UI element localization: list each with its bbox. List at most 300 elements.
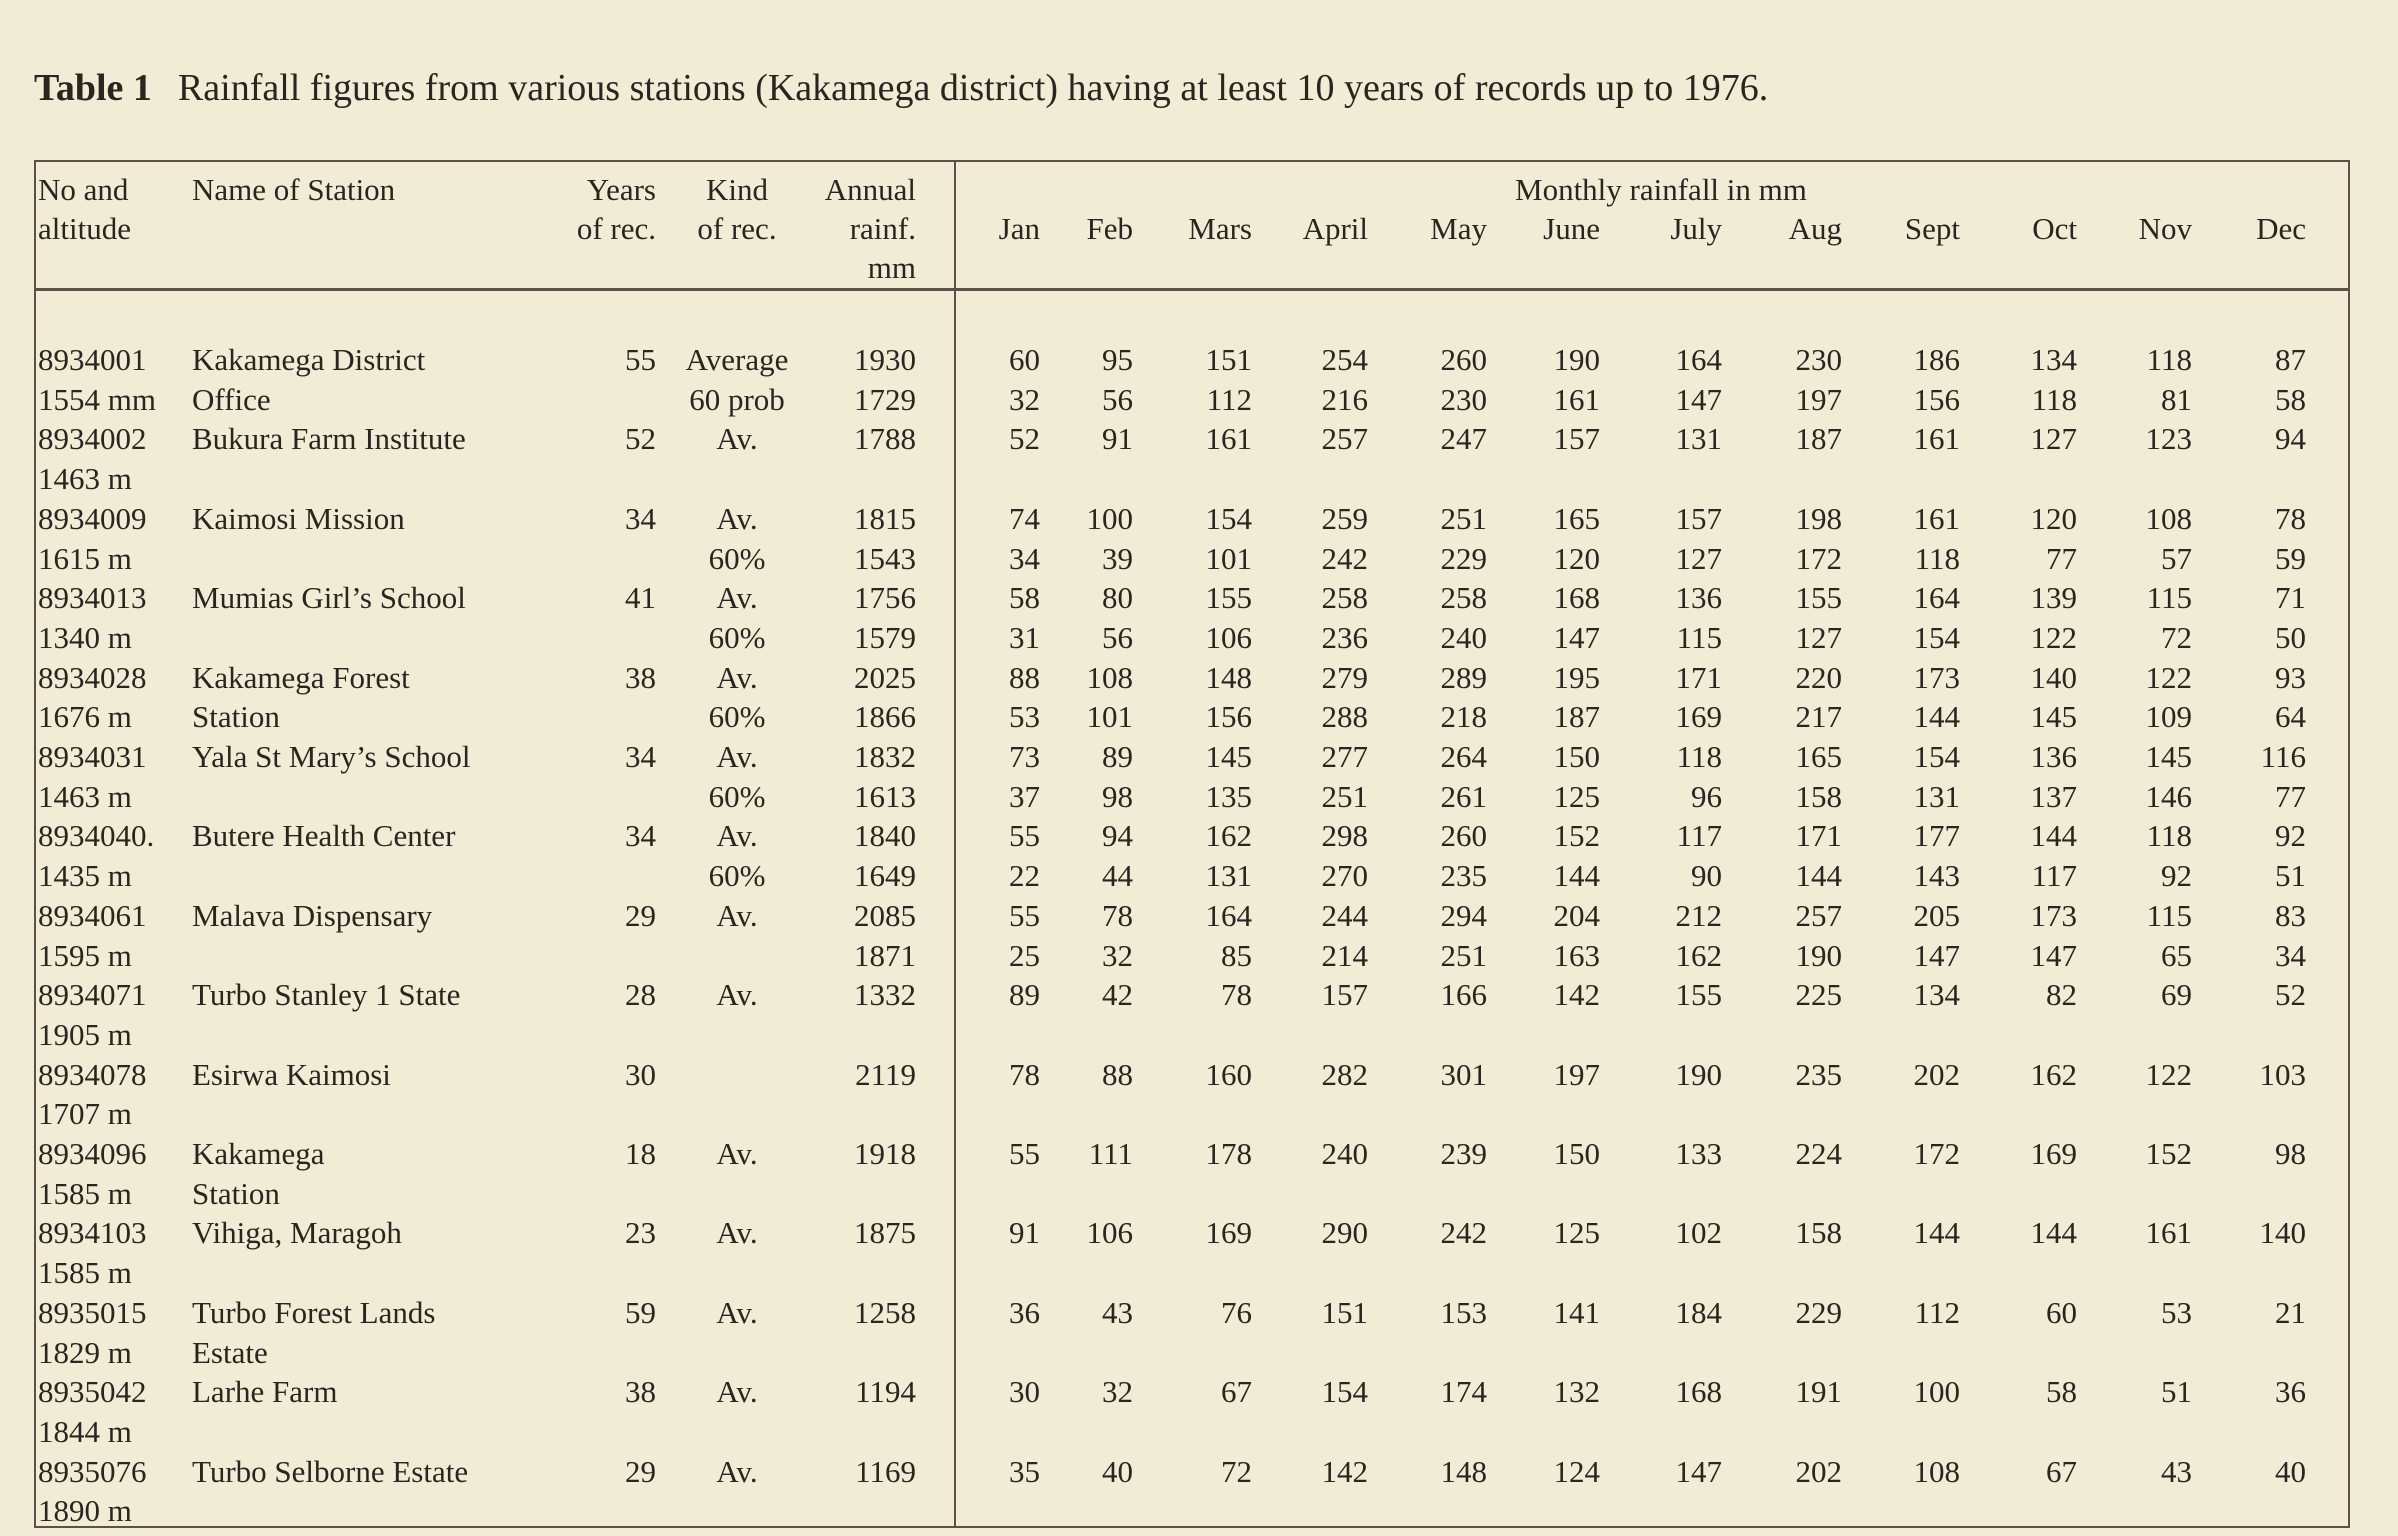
cell-month: 190 <box>1553 342 1600 377</box>
cell-month: 242 <box>1440 1215 1487 1251</box>
cell-month: 125 <box>1553 778 1600 814</box>
cell-month: 100 <box>1913 1374 1960 1410</box>
cell-kind: 60% <box>708 540 766 576</box>
cell-month: 259 <box>1321 500 1368 536</box>
cell-month: 230 <box>1440 381 1487 417</box>
cell-no-altitude: 8934103 <box>38 1215 147 1251</box>
cell-month: 270 <box>1321 858 1368 894</box>
cell-station: Turbo Forest Lands <box>192 1294 436 1330</box>
cell-no-altitude: 8934009 <box>38 500 147 536</box>
cell-month: 32 <box>1102 937 1133 973</box>
caption-text: Rainfall figures from various stations (Kakamega district) having at least 10 years of records up to 1976. <box>177 67 1769 109</box>
cell-month: 102 <box>1675 1215 1722 1251</box>
cell-station: Turbo Stanley 1 State <box>192 977 461 1013</box>
cell-month: 261 <box>1440 778 1487 814</box>
cell-month: 35 <box>1009 1453 1040 1489</box>
cell-month: 251 <box>1321 778 1368 814</box>
cell-month: 177 <box>1913 818 1960 854</box>
cell-annual: 1840 <box>854 818 916 854</box>
cell-month: 42 <box>1102 977 1133 1013</box>
cell-month: 53 <box>1009 699 1040 735</box>
cell-month: 235 <box>1795 1056 1842 1092</box>
cell-month: 94 <box>2275 421 2306 457</box>
cell-month: 44 <box>1102 858 1133 894</box>
cell-month: 56 <box>1102 619 1133 655</box>
cell-month: 112 <box>1914 1294 1960 1330</box>
cell-station: Larhe Farm <box>192 1374 338 1410</box>
cell-month: 224 <box>1795 1136 1842 1171</box>
cell-no-altitude: 1554 mm <box>38 381 156 417</box>
cell-month: 165 <box>1795 739 1842 774</box>
cell-years: 41 <box>625 580 656 616</box>
cell-month: 134 <box>1913 977 1960 1013</box>
cell-month: 155 <box>1795 580 1842 616</box>
cell-kind: Av. <box>716 818 758 854</box>
cell-month: 78 <box>1102 897 1133 933</box>
cell-station: Esirwa Kaimosi <box>192 1056 391 1092</box>
cell-kind: Av. <box>716 580 758 616</box>
cell-month: 36 <box>1009 1294 1040 1330</box>
cell-annual: 1169 <box>855 1453 916 1489</box>
cell-years: 29 <box>625 897 656 933</box>
cell-month: 198 <box>1795 500 1842 536</box>
cell-kind: Av. <box>716 421 758 457</box>
cell-month: 131 <box>1205 858 1252 894</box>
cell-years: 28 <box>625 977 656 1013</box>
cell-month: 95 <box>1102 342 1133 377</box>
cell-month: 145 <box>2145 739 2192 774</box>
cell-annual: 1866 <box>854 699 916 735</box>
cell-month: 111 <box>1088 1136 1133 1171</box>
cell-month: 204 <box>1553 897 1600 933</box>
cell-month: 187 <box>1553 699 1600 735</box>
header-annual: Annual rainf. mm <box>824 172 916 285</box>
cell-month: 298 <box>1321 818 1368 854</box>
cell-month: 89 <box>1102 739 1133 774</box>
cell-month: 161 <box>2145 1215 2192 1251</box>
cell-annual: 1930 <box>854 342 916 377</box>
cell-kind: Av. <box>716 1453 758 1489</box>
header-years: Years of rec. <box>576 172 656 246</box>
cell-month: 72 <box>1221 1453 1252 1489</box>
cell-annual: 1258 <box>854 1294 916 1330</box>
cell-month: 251 <box>1440 937 1487 973</box>
cell-month: 91 <box>1102 421 1133 457</box>
cell-month: 217 <box>1795 699 1842 735</box>
cell-month: 51 <box>2275 858 2306 894</box>
cell-month: 91 <box>1009 1215 1040 1251</box>
cell-years: 34 <box>625 739 656 774</box>
cell-annual: 1788 <box>854 421 916 457</box>
cell-annual: 1194 <box>855 1374 916 1410</box>
cell-month: 257 <box>1795 897 1842 933</box>
cell-month: 288 <box>1321 699 1368 735</box>
cell-no-altitude: 1905 m <box>38 1016 132 1052</box>
cell-month: 124 <box>1553 1453 1600 1489</box>
cell-kind: Av. <box>716 977 758 1013</box>
cell-month: 67 <box>1221 1374 1252 1410</box>
cell-kind: 60% <box>708 858 766 894</box>
cell-month: 150 <box>1553 1136 1600 1171</box>
cell-month: 218 <box>1440 699 1487 735</box>
cell-month: 157 <box>1553 421 1600 457</box>
cell-month: 142 <box>1321 1453 1368 1489</box>
cell-annual: 1875 <box>854 1215 916 1251</box>
cell-month: 127 <box>1675 540 1722 576</box>
cell-month: 169 <box>1205 1215 1252 1251</box>
cell-month: 162 <box>2030 1056 2077 1092</box>
cell-month: 117 <box>1676 818 1722 854</box>
cell-month: 83 <box>2275 897 2306 933</box>
cell-kind: Av. <box>716 1374 758 1410</box>
cell-no-altitude: 8934096 <box>38 1136 147 1171</box>
cell-month: 154 <box>1321 1374 1368 1410</box>
cell-month: 59 <box>2275 540 2306 576</box>
cell-month: 89 <box>1009 977 1040 1013</box>
cell-month: 184 <box>1675 1294 1722 1330</box>
cell-years: 52 <box>625 421 656 457</box>
cell-month: 235 <box>1440 858 1487 894</box>
cell-month: 90 <box>1691 858 1722 894</box>
cell-month: 154 <box>1913 739 1960 774</box>
cell-kind: 60% <box>708 778 766 814</box>
cell-month: 55 <box>1009 818 1040 854</box>
cell-month: 254 <box>1321 342 1368 377</box>
cell-month: 78 <box>1221 977 1252 1013</box>
cell-month: 52 <box>1009 421 1040 457</box>
cell-month: 101 <box>1086 699 1133 735</box>
cell-no-altitude: 8934061 <box>38 897 147 933</box>
header-month: Jan <box>998 211 1040 246</box>
header-rule <box>34 288 2350 291</box>
cell-month: 197 <box>1795 381 1842 417</box>
cell-years: 18 <box>625 1136 656 1171</box>
cell-month: 98 <box>1102 778 1133 814</box>
cell-no-altitude: 1585 m <box>38 1175 132 1211</box>
cell-kind: Av. <box>716 1136 758 1171</box>
cell-month: 229 <box>1795 1294 1842 1330</box>
cell-month: 116 <box>2260 739 2306 774</box>
cell-annual: 2119 <box>855 1056 916 1092</box>
cell-month: 144 <box>1795 858 1842 894</box>
cell-no-altitude: 8934078 <box>38 1056 147 1092</box>
cell-month: 178 <box>1205 1136 1252 1171</box>
cell-years: 29 <box>625 1453 656 1489</box>
cell-month: 76 <box>1221 1294 1252 1330</box>
cell-month: 146 <box>2145 778 2192 814</box>
cell-month: 148 <box>1440 1453 1487 1489</box>
cell-month: 118 <box>2146 818 2192 854</box>
cell-month: 118 <box>1676 739 1722 774</box>
cell-month: 187 <box>1795 421 1842 457</box>
cell-month: 172 <box>1795 540 1842 576</box>
cell-years: 38 <box>625 659 656 695</box>
header-no-altitude: No and altitude <box>38 172 131 246</box>
cell-month: 244 <box>1321 897 1368 933</box>
cell-no-altitude: 1615 m <box>38 540 132 576</box>
cell-kind: Av. <box>716 897 758 933</box>
cell-month: 58 <box>2046 1374 2077 1410</box>
cell-month: 122 <box>2145 659 2192 695</box>
cell-month: 77 <box>2046 540 2077 576</box>
cell-month: 145 <box>2030 699 2077 735</box>
cell-month: 154 <box>1205 500 1252 536</box>
cell-month: 197 <box>1553 1056 1600 1092</box>
cell-month: 279 <box>1321 659 1368 695</box>
cell-month: 158 <box>1795 1215 1842 1251</box>
cell-no-altitude: 8934040. <box>38 818 155 854</box>
cell-month: 225 <box>1795 977 1842 1013</box>
cell-station: Vihiga, Maragoh <box>192 1215 402 1251</box>
cell-years: 38 <box>625 1374 656 1410</box>
cell-month: 120 <box>1553 540 1600 576</box>
cell-no-altitude: 8934001 <box>38 342 147 377</box>
cell-month: 87 <box>2275 342 2306 377</box>
cell-month: 64 <box>2275 699 2306 735</box>
cell-month: 108 <box>2145 500 2192 536</box>
cell-month: 155 <box>1205 580 1252 616</box>
cell-station: Kaimosi Mission <box>192 500 405 536</box>
cell-month: 141 <box>1553 1294 1600 1330</box>
cell-month: 202 <box>1913 1056 1960 1092</box>
cell-month: 195 <box>1553 659 1600 695</box>
cell-no-altitude: 1829 m <box>38 1334 132 1370</box>
header-month: Dec <box>2256 211 2306 246</box>
cell-years: 34 <box>625 818 656 854</box>
cell-month: 78 <box>2275 500 2306 536</box>
cell-month: 157 <box>1675 500 1722 536</box>
cell-month: 164 <box>1675 342 1722 377</box>
cell-month: 22 <box>1009 858 1040 894</box>
cell-month: 282 <box>1321 1056 1368 1092</box>
cell-month: 230 <box>1795 342 1842 377</box>
cell-month: 142 <box>1553 977 1600 1013</box>
cell-no-altitude: 1676 m <box>38 699 132 735</box>
cell-month: 214 <box>1321 937 1368 973</box>
cell-month: 127 <box>1795 619 1842 655</box>
cell-month: 21 <box>2275 1294 2306 1330</box>
cell-month: 144 <box>1913 699 1960 735</box>
cell-month: 118 <box>2031 381 2077 417</box>
cell-annual: 1579 <box>854 619 916 655</box>
cell-month: 74 <box>1009 500 1040 536</box>
cell-month: 216 <box>1321 381 1368 417</box>
cell-month: 40 <box>1102 1453 1133 1489</box>
header-month: April <box>1302 211 1368 246</box>
cell-annual: 1756 <box>854 580 916 616</box>
cell-month: 103 <box>2259 1056 2306 1092</box>
cell-station: Kakamega Forest <box>192 659 410 695</box>
cell-month: 100 <box>1086 500 1133 536</box>
cell-month: 148 <box>1205 659 1252 695</box>
cell-month: 166 <box>1440 977 1487 1013</box>
cell-station: Station <box>192 1175 280 1211</box>
cell-month: 137 <box>2030 778 2077 814</box>
cell-month: 115 <box>2146 897 2192 933</box>
cell-month: 96 <box>1691 778 1722 814</box>
cell-annual: 2085 <box>854 897 916 933</box>
cell-month: 162 <box>1675 937 1722 973</box>
cell-month: 140 <box>2030 659 2077 695</box>
cell-years: 34 <box>625 500 656 536</box>
cell-kind: 60 prob <box>689 381 785 417</box>
cell-no-altitude: 8934002 <box>38 421 147 457</box>
cell-annual: 2025 <box>854 659 916 695</box>
cell-month: 85 <box>1221 937 1252 973</box>
cell-month: 56 <box>1102 381 1133 417</box>
cell-month: 57 <box>2161 540 2192 576</box>
cell-station: Station <box>192 699 280 735</box>
cell-annual: 1918 <box>854 1136 916 1171</box>
cell-month: 65 <box>2161 937 2192 973</box>
header-month: Nov <box>2138 211 2192 246</box>
cell-no-altitude: 1463 m <box>38 461 132 497</box>
cell-month: 112 <box>1206 381 1252 417</box>
cell-month: 143 <box>1913 858 1960 894</box>
cell-month: 258 <box>1321 580 1368 616</box>
cell-month: 240 <box>1321 1136 1368 1171</box>
cell-station: Yala St Mary’s School <box>192 739 471 774</box>
cell-month: 50 <box>2275 619 2306 655</box>
cell-month: 139 <box>2030 580 2077 616</box>
cell-month: 161 <box>1205 421 1252 457</box>
cell-annual: 1871 <box>854 937 916 973</box>
cell-month: 212 <box>1675 897 1722 933</box>
header-monthly-group: Monthly rainfall in mm <box>1515 172 1807 207</box>
cell-annual: 1543 <box>854 540 916 576</box>
cell-month: 73 <box>1009 739 1040 774</box>
header-kind: Kind of rec. <box>697 172 777 246</box>
cell-month: 78 <box>1009 1056 1040 1092</box>
cell-month: 132 <box>1553 1374 1600 1410</box>
cell-month: 37 <box>1009 778 1040 814</box>
cell-month: 168 <box>1675 1374 1722 1410</box>
cell-month: 115 <box>2146 580 2192 616</box>
cell-station: Office <box>192 381 271 417</box>
cell-annual: 1649 <box>854 858 916 894</box>
cell-annual: 1332 <box>854 977 916 1013</box>
cell-month: 53 <box>2161 1294 2192 1330</box>
cell-month: 58 <box>1009 580 1040 616</box>
cell-month: 136 <box>2030 739 2077 774</box>
cell-month: 190 <box>1795 937 1842 973</box>
cell-month: 30 <box>1009 1374 1040 1410</box>
cell-no-altitude: 8935042 <box>38 1374 147 1410</box>
cell-month: 242 <box>1321 540 1368 576</box>
cell-month: 88 <box>1102 1056 1133 1092</box>
cell-month: 82 <box>2046 977 2077 1013</box>
cell-station: Bukura Farm Institute <box>192 421 466 457</box>
cell-month: 43 <box>1102 1294 1133 1330</box>
cell-month: 120 <box>2030 500 2077 536</box>
cell-no-altitude: 1890 m <box>38 1493 132 1529</box>
cell-month: 77 <box>2275 778 2306 814</box>
cell-kind: 60% <box>708 619 766 655</box>
cell-month: 147 <box>1553 619 1600 655</box>
cell-kind: 60% <box>708 699 766 735</box>
cell-kind: Av. <box>716 739 758 774</box>
cell-month: 144 <box>2030 818 2077 854</box>
cell-month: 81 <box>2161 381 2192 417</box>
cell-month: 152 <box>1553 818 1600 854</box>
cell-month: 51 <box>2161 1374 2192 1410</box>
cell-month: 157 <box>1321 977 1368 1013</box>
cell-no-altitude: 8934071 <box>38 977 147 1013</box>
cell-month: 156 <box>1205 699 1252 735</box>
cell-month: 294 <box>1440 897 1487 933</box>
cell-station: Kakamega District <box>192 342 426 377</box>
cell-month: 118 <box>2146 342 2192 377</box>
cell-month: 220 <box>1795 659 1842 695</box>
cell-month: 144 <box>1913 1215 1960 1251</box>
header-month: May <box>1430 211 1487 246</box>
cell-month: 115 <box>1676 619 1722 655</box>
cell-month: 247 <box>1440 421 1487 457</box>
cell-month: 161 <box>1553 381 1600 417</box>
cell-month: 164 <box>1205 897 1252 933</box>
cell-years: 55 <box>625 342 656 377</box>
cell-month: 168 <box>1553 580 1600 616</box>
cell-month: 236 <box>1321 619 1368 655</box>
cell-month: 205 <box>1913 897 1960 933</box>
cell-annual: 1729 <box>854 381 916 417</box>
cell-month: 60 <box>1009 342 1040 377</box>
cell-month: 264 <box>1440 739 1487 774</box>
cell-month: 93 <box>2275 659 2306 695</box>
cell-month: 55 <box>1009 897 1040 933</box>
cell-station: Turbo Selborne Estate <box>192 1453 469 1489</box>
cell-month: 161 <box>1913 421 1960 457</box>
cell-month: 154 <box>1913 619 1960 655</box>
caption-label: Table 1 <box>34 67 152 109</box>
cell-month: 301 <box>1440 1056 1487 1092</box>
cell-month: 258 <box>1440 580 1487 616</box>
cell-month: 67 <box>2046 1453 2077 1489</box>
cell-month: 135 <box>1205 778 1252 814</box>
cell-no-altitude: 1707 m <box>38 1096 132 1132</box>
header-month: Mars <box>1188 211 1252 246</box>
cell-month: 118 <box>1914 540 1960 576</box>
header-month: July <box>1670 211 1722 246</box>
cell-month: 52 <box>2275 977 2306 1013</box>
header-month: Aug <box>1788 211 1842 246</box>
cell-month: 108 <box>1913 1453 1960 1489</box>
cell-month: 69 <box>2161 977 2192 1013</box>
cell-no-altitude: 8934028 <box>38 659 147 695</box>
cell-month: 202 <box>1795 1453 1842 1489</box>
cell-month: 98 <box>2275 1136 2306 1171</box>
cell-month: 55 <box>1009 1136 1040 1171</box>
cell-month: 136 <box>1675 580 1722 616</box>
cell-month: 191 <box>1795 1374 1842 1410</box>
cell-month: 156 <box>1913 381 1960 417</box>
cell-kind: Av. <box>716 1294 758 1330</box>
cell-month: 190 <box>1675 1056 1722 1092</box>
cell-month: 277 <box>1321 739 1368 774</box>
cell-month: 40 <box>2275 1453 2306 1489</box>
cell-month: 131 <box>1913 778 1960 814</box>
cell-month: 260 <box>1440 818 1487 854</box>
cell-month: 58 <box>2275 381 2306 417</box>
cell-month: 172 <box>1913 1136 1960 1171</box>
header-month: Feb <box>1086 211 1133 246</box>
cell-month: 163 <box>1553 937 1600 973</box>
cell-no-altitude: 8935076 <box>38 1453 147 1489</box>
cell-month: 39 <box>1102 540 1133 576</box>
cell-month: 106 <box>1086 1215 1133 1251</box>
cell-month: 134 <box>2030 342 2077 377</box>
cell-annual: 1832 <box>854 739 916 774</box>
